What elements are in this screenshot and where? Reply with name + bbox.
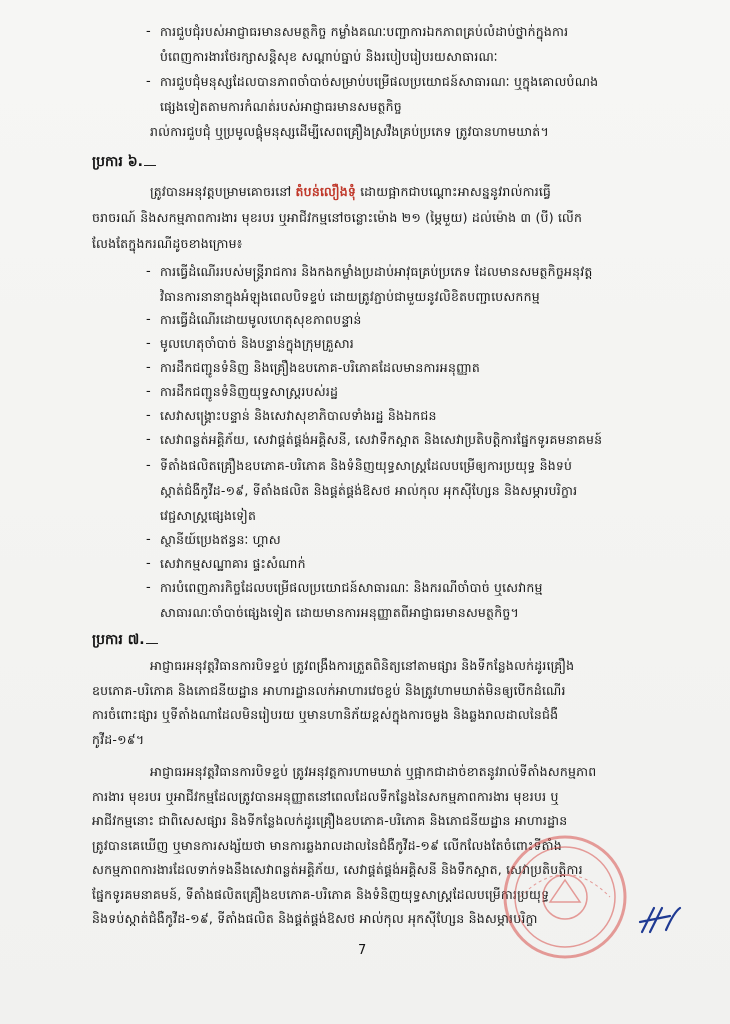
bullet-marker: - — [146, 458, 151, 473]
paragraph-line: អាជីវកម្មនោះ ជាពិសេសផ្សារ និងទីកន្លែងលក់ដូរគ្រឿងឧបភោគ-បរិភោគ និងភោជនីយដ្ឋាន អាហារដ្ឋាន — [92, 813, 568, 828]
bullet-marker: - — [146, 74, 151, 89]
bullet-text-line: ការបំពេញភារកិច្ចដែលបម្រើផលប្រយោជន៍សាធារណៈ និងករណីចាំបាច់ ឬសេវាកម្ម — [160, 580, 543, 595]
bullet-text-line: សេវាកម្មសណ្ឋាគារ ផ្ទះសំណាក់ — [160, 556, 306, 571]
bullet-marker: - — [146, 532, 151, 547]
bullet-text-line: ស្កាត់ជំងឺកូវីដ-១៩, ទីតាំងផលិត និងផ្គត់ផ្គង់ឱសថ អាល់កុល អុកស៊ីហ្សែន និងសម្ភារបរិក្ខារ — [160, 483, 578, 498]
bullet-text-line: ការដឹកជញ្ជូនទំនិញ និងគ្រឿងឧបភោគ-បរិភោគដែលមានការអនុញ្ញាត — [160, 360, 481, 375]
bullet-marker: - — [146, 264, 151, 279]
bullet-text-line: ការធ្វើដំណើររបស់មន្ត្រីរាជការ និងកងកម្លាំងប្រដាប់អាវុធគ្រប់ប្រភេទ ដែលមានសមត្ថកិច្ចអនុវត្ត — [160, 264, 593, 279]
intro-text: ចរាចរណ៍ និងសកម្មភាពការងារ មុខរបរ ឬអាជីវកម្មនៅចន្លោះម៉ោង ២១ (ម្ភៃមួយ) ដល់ម៉ោង ៣ (បី) លើក — [92, 210, 583, 225]
paragraph-line: ការចំពោះផ្សារ ឬទីតាំងណាដែលមិនរៀបរយ ឬមានហានិភ័យខ្ពស់ក្នុងការចម្លង និងឆ្លងរាលដាលនៃជំងឺ — [92, 707, 559, 722]
paragraph-line: ត្រូវបានគេឃើញ ឬមានការសង្ស័យថា មានការឆ្លងរាលដាលនៃជំងឺកូវីដ-១៩ លើកលែងតែចំពោះទីតាំង — [92, 837, 562, 853]
bullet-marker: - — [146, 432, 151, 447]
bullet-text-line: វិធានការនានាក្នុងអំឡុងពេលបិទខ្ទប់ ដោយត្រូវភ្ជាប់ជាមួយនូវលិខិតបញ្ជាបេសកកម្ម — [160, 289, 540, 304]
paragraph-line: ការងារ មុខរបរ ឬអាជីវកម្មដែលត្រូវបានអនុញ្ញាតនៅពេលដែលទីកន្លែងនៃសកម្មភាពការងារ មុខរបរ ឬ — [92, 788, 559, 804]
intro-text: លែងតែក្នុងករណីដូចខាងក្រោម៖ — [92, 236, 243, 251]
bullet-text-line: សាធារណៈចាំបាច់ផ្សេងទៀត ដោយមានការអនុញ្ញាតពីអាជ្ញាធរមានសមត្ថកិច្ច។ — [160, 605, 519, 620]
handwritten-signature — [636, 902, 684, 938]
bullet-marker: - — [146, 24, 151, 39]
closing-paragraph: រាល់ការជួបជុំ ឬប្រមូលផ្តុំមនុស្សដើម្បីសេពគ្រឿងស្រវឹងគ្រប់ប្រភេទ ត្រូវបានហាមឃាត់។ — [150, 124, 549, 139]
bullet-text-line: សេវាសង្គ្រោះបន្ទាន់ និងសេវាសុខាភិបាលទាំងរដ្ឋ និងឯកជន — [160, 408, 437, 423]
bullet-marker: - — [146, 384, 151, 399]
paragraph-line: សកម្មភាពការងារដែលទាក់ទងនឹងសេវាពន្លត់អគ្គិភ័យ, សេវាផ្គត់ផ្គង់អគ្គិសនី និងទឹកស្អាត, សេវាប្រតិបត្តិការ — [92, 862, 583, 877]
bullet-text-line: វេជ្ជសាស្រ្តផ្សេងទៀត — [160, 508, 257, 523]
intro-text: ត្រូវបានអនុវត្តបម្រាមគោចរនៅ — [150, 184, 296, 199]
article-heading: ប្រការ ៧. — [92, 630, 292, 650]
paragraph-line: អាជ្ញាធរអនុវត្តវិធានការបិទខ្ទប់ ត្រូវអនុវត្តការហាមឃាត់ ឬផ្អាកជាដាច់ខាតនូវរាល់ទីតាំងសកម្មភាព — [150, 764, 597, 779]
bullet-marker: - — [146, 360, 151, 375]
bullet-text-line: សេវាពន្លត់អគ្គិភ័យ, សេវាផ្គត់ផ្គង់អគ្គិសនី, សេវាទឹកស្អាត និងសេវាប្រតិបត្តិការផ្នែកទូរគមនាគមន៍ — [160, 432, 603, 447]
bullet-text-line: ស្ថានីយ៍ប្រេងឥន្ធនៈ ហ្គាស — [160, 532, 281, 547]
page-number: 7 — [358, 943, 367, 958]
zone-highlight: តំបន់លឿងទុំ — [295, 184, 357, 199]
official-seal-stamp — [500, 832, 630, 962]
bullet-text-line: មូលហេតុចាំបាច់ និងបន្ទាន់ក្នុងក្រុមគ្រួសារ — [160, 336, 354, 351]
bullet-text-line: ការជួបជុំមនុស្សដែលបានភាពចាំបាច់សម្រាប់បម្រើផលប្រយោជន៍សាធារណៈ ឬក្នុងគោលបំណង — [160, 74, 599, 89]
intro-line — [150, 182, 705, 202]
bullet-text-line: ការធ្វើដំណើរដោយមូលហេតុសុខភាពបន្ទាន់ — [160, 312, 362, 327]
intro-line — [92, 208, 705, 228]
paragraph-line: កូវីដ-១៩។ — [92, 731, 145, 747]
intro-line — [92, 234, 705, 254]
intro-text: ដោយផ្អាកជាបណ្តោះអាសន្ននូវរាល់ការធ្វើ — [356, 184, 551, 199]
bullet-text-line: បំពេញការងារថែរក្សាសន្តិសុខ សណ្តាប់ធ្នាប់ និងរបៀបរៀបរយសាធារណៈ — [160, 49, 498, 64]
bullet-marker: - — [146, 580, 151, 595]
bullet-marker: - — [146, 556, 151, 571]
article-heading: ប្រការ ៦. — [92, 152, 292, 172]
bullet-marker: - — [146, 336, 151, 351]
paragraph-line: ផ្នែកទូរគមនាគមន៍, ទីតាំងផលិតគ្រឿងឧបភោគ-បរិភោគ និងទំនិញយុទ្ធសាស្រ្តដែលបម្រើការប្រយុទ្ធ — [92, 886, 550, 902]
bullet-marker: - — [146, 312, 151, 327]
paragraph-line: និងទប់ស្កាត់ជំងឺកូវីដ-១៩, ទីតាំងផលិត និងផ្គត់ផ្គង់ឱសថ អាល់កុល អុកស៊ីហ្សែន និងសម្ភារបរិក្ខា — [92, 911, 538, 926]
bullet-text-line: ការដឹកជញ្ជូនទំនិញយុទ្ធសាស្រ្តរបស់រដ្ឋ — [160, 384, 339, 399]
paragraph-line: ឧបភោគ-បរិភោគ និងភោជនីយដ្ឋាន អាហារដ្ឋានលក់អាហារវេចខ្ចប់ និងត្រូវហាមឃាត់មិនឲ្យបើកដំណើរ — [92, 682, 566, 698]
bullet-marker: - — [146, 408, 151, 423]
paragraph-line: អាជ្ញាធរអនុវត្តវិធានការបិទខ្ទប់ ត្រូវពង្រឹងការត្រួតពិនិត្យនៅតាមផ្សារ និងទីកន្លែងលក់ដូរគ្រឿង — [150, 658, 575, 673]
bullet-text-line: ទីតាំងផលិតគ្រឿងឧបភោគ-បរិភោគ និងទំនិញយុទ្ធសាស្រ្តដែលបម្រើឲ្យការប្រយុទ្ធ និងទប់ — [160, 458, 573, 473]
bullet-text-line: ការជួបជុំរបស់អាជ្ញាធរមានសមត្ថកិច្ច កម្លាំងគណៈបញ្ជាការឯកភាពគ្រប់លំដាប់ថ្នាក់ក្នុងការ — [160, 24, 569, 39]
bullet-text-line: ផ្សេងទៀតតាមការកំណត់របស់អាជ្ញាធរមានសមត្ថកិច្ច — [160, 99, 402, 114]
